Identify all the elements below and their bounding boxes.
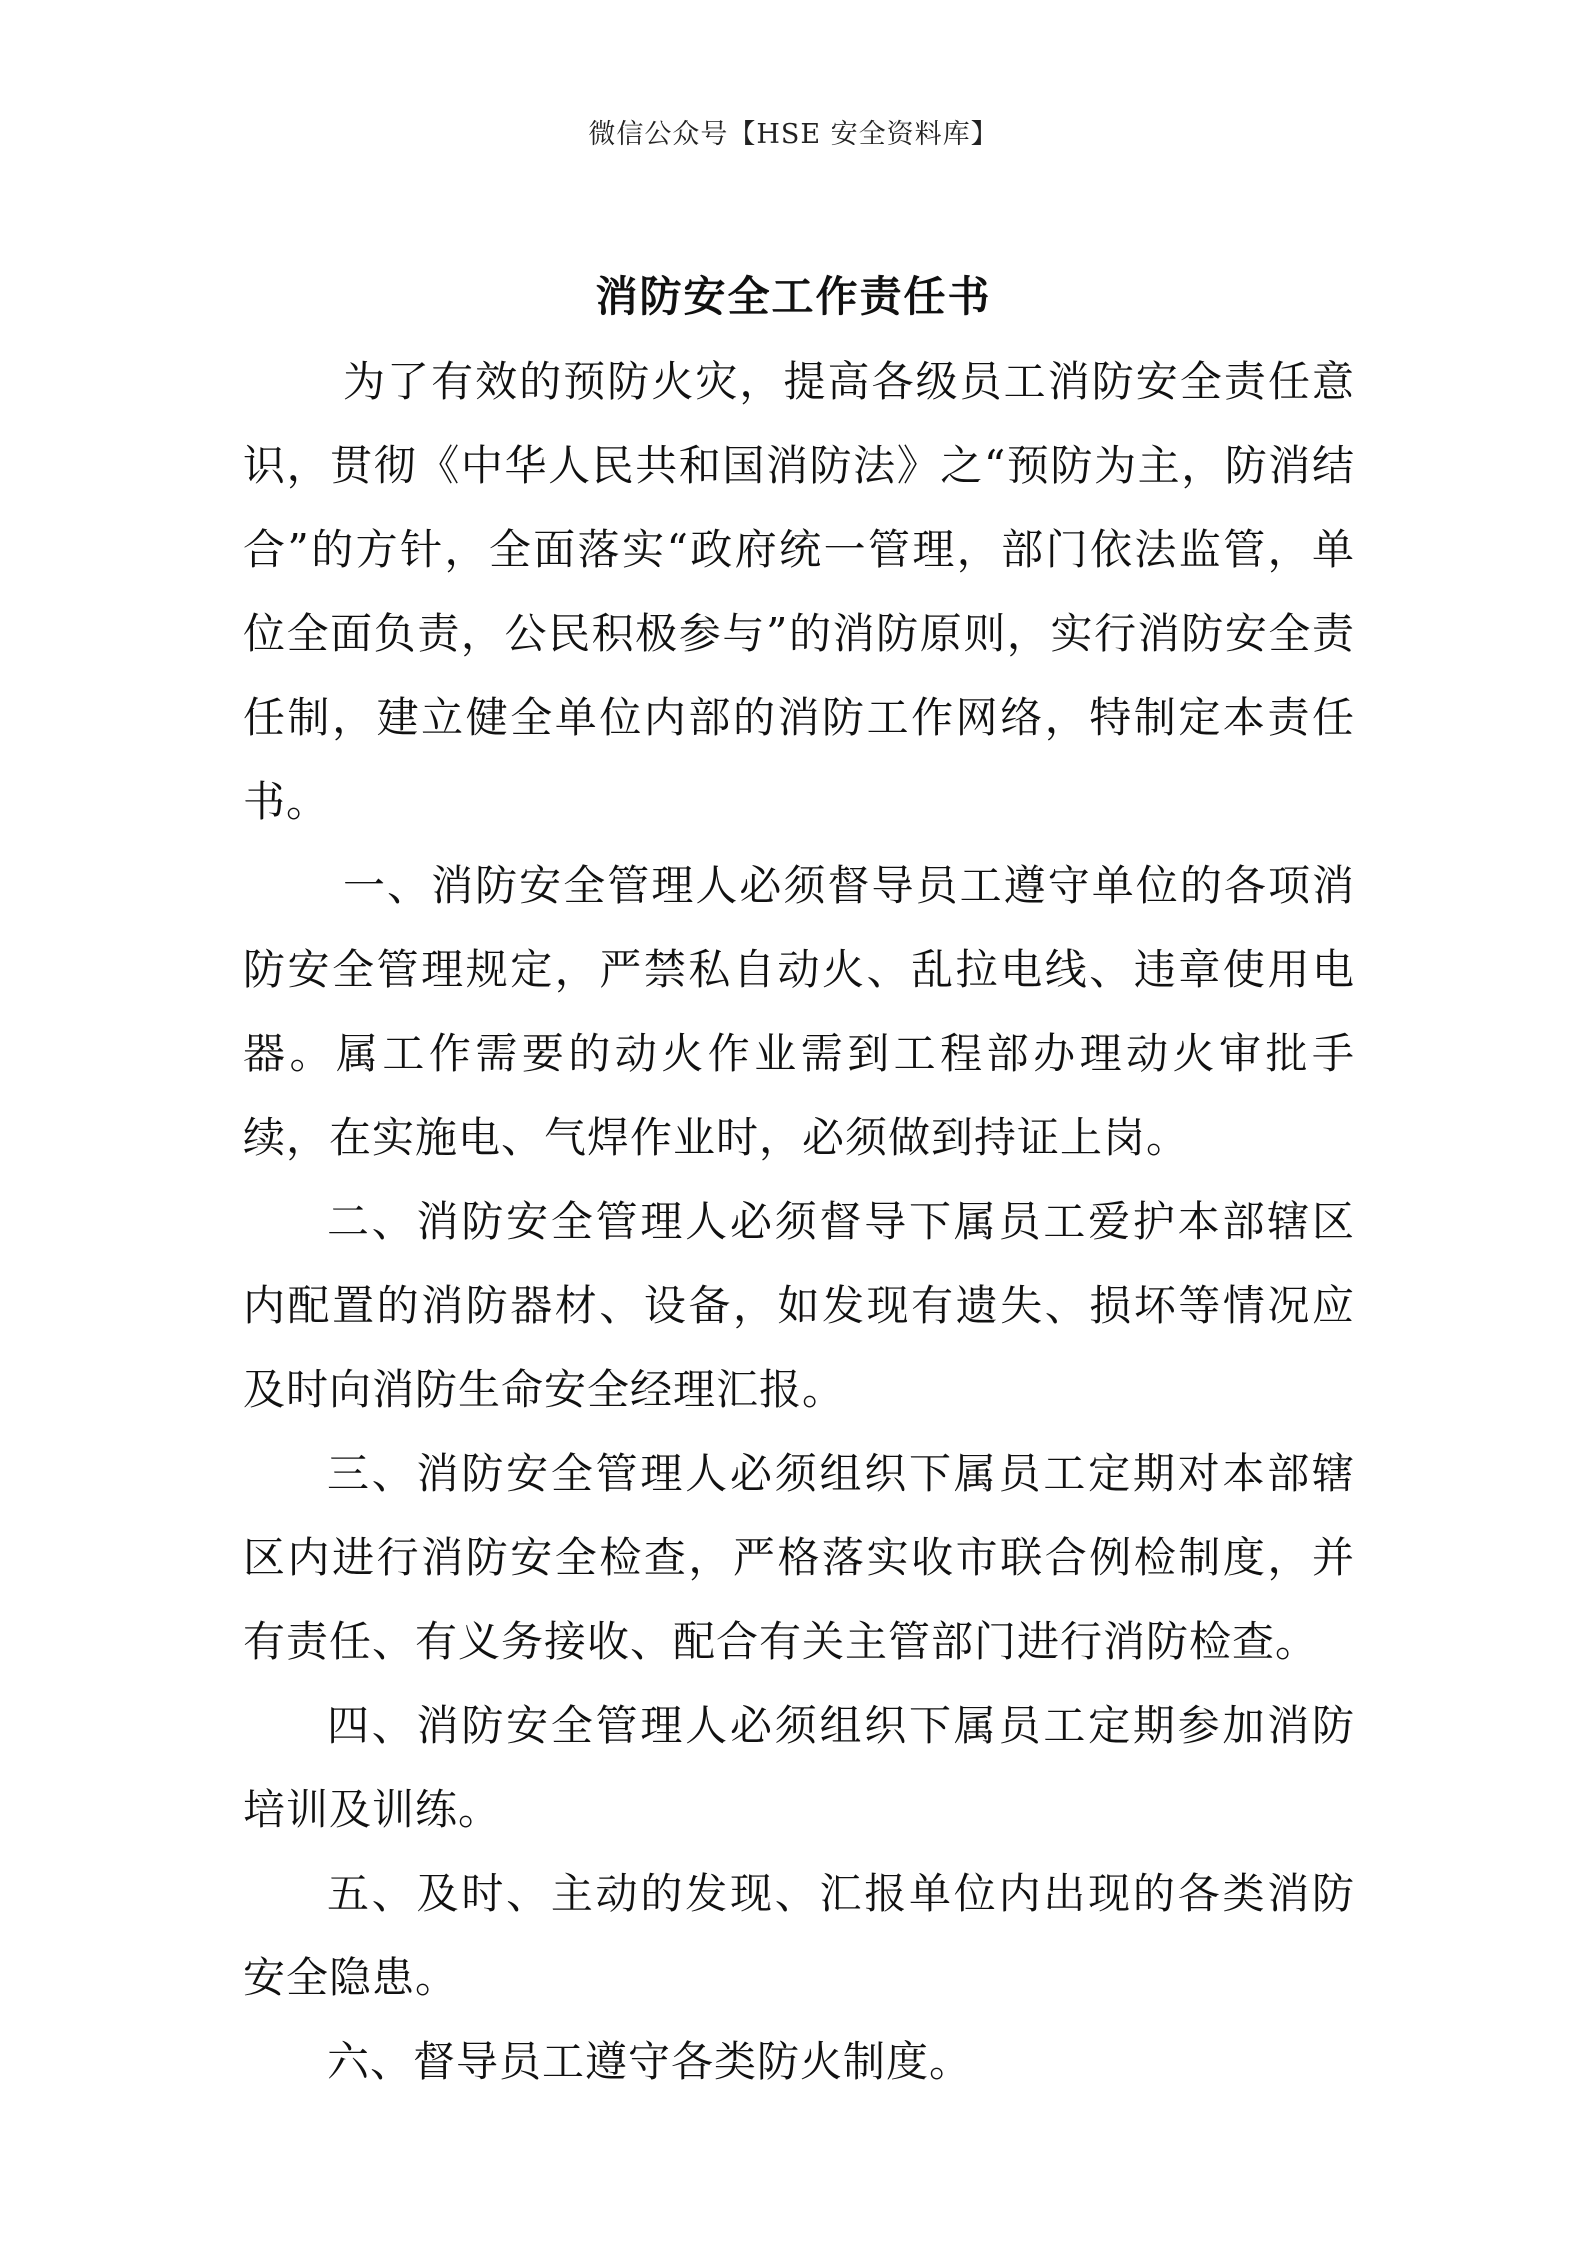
- item-paragraph-3: 三、消防安全管理人必须组织下属员工定期对本部辖区内进行消防安全检查，严格落实收市联合例检制度，并有责任、有义务接收、配合有关主管部门进行消防检查。: [243, 1449, 1355, 1666]
- header-note: 微信公众号【HSE 安全资料库】: [588, 119, 999, 150]
- item-paragraph-2: 二、消防安全管理人必须督导下属员工爱护本部辖区内配置的消防器材、设备，如发现有遗失、损坏等情况应及时向消防生命安全经理汇报。: [243, 1197, 1355, 1414]
- item-paragraph-1: 一、消防安全管理人必须督导员工遵守单位的各项消防安全管理规定，严禁私自动火、乱拉电线、违章使用电器。属工作需要的动火作业需到工程部办理动火审批手续，在实施电、气焊作业时，必须做到持证上岗。: [243, 861, 1355, 1162]
- document-body: [243, 340, 1355, 2104]
- item-paragraph-6: 六、督导员工遵守各类防火制度。: [327, 2037, 973, 2086]
- intro-paragraph: 为了有效的预防火灾，提高各级员工消防安全责任意识，贯彻《中华人民共和国消防法》之“预防为主，防消结合”的方针，全面落实“政府统一管理，部门依法监管，单位全面负责，公民积极参与”的消防原则，实行消防安全责任制，建立健全单位内部的消防工作网络，特制定本责任书。: [243, 357, 1355, 826]
- document-title: 消防安全工作责任书: [595, 272, 992, 321]
- item-paragraph-5: 五、及时、主动的发现、汇报单位内出现的各类消防安全隐患。: [243, 1869, 1355, 2002]
- item-paragraph-4: 四、消防安全管理人必须组织下属员工定期参加消防培训及训练。: [243, 1701, 1355, 1834]
